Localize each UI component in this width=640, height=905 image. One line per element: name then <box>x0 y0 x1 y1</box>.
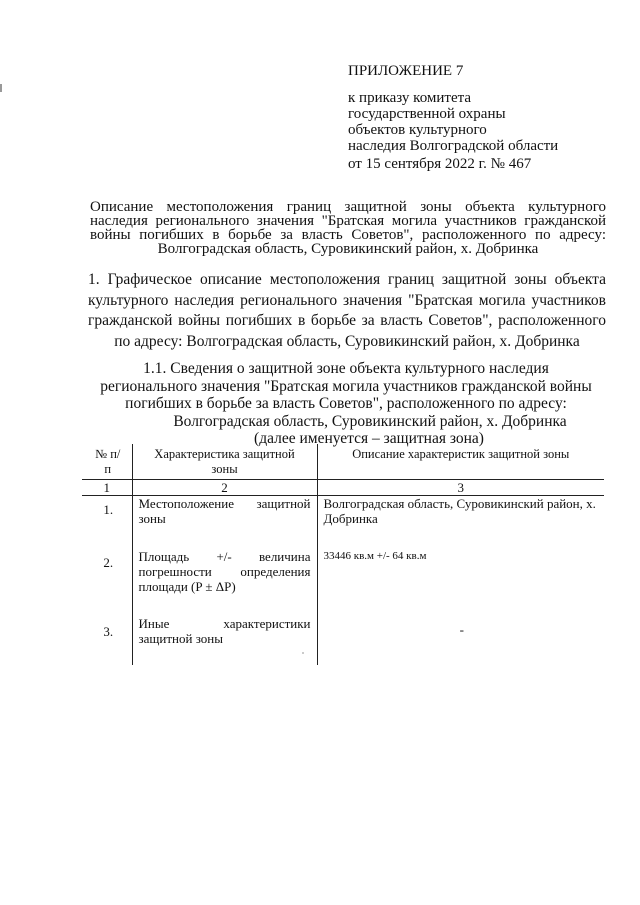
scan-speck <box>302 652 304 654</box>
column-number: 1 <box>82 480 132 496</box>
zone-description-heading: Описание местоположения границ защитной зоны объекта культурного наследия регионального значения "Братская могила участников гражданской войны погибших в борьбе за власть Советов", расположенного по адресу: Волгоградская область, Суровикинский район, х. Добринка <box>90 199 606 257</box>
row-description: Волгоградская область, Суровикинский район, х. Добринка <box>323 496 596 526</box>
order-line: государственной охраны <box>348 106 506 122</box>
table-row <box>82 616 604 665</box>
row-characteristic: Местоположение защитной зоны <box>132 496 317 550</box>
subsection-line: регионального значения "Братская могила участников гражданской войны <box>100 377 592 395</box>
column-number-row <box>82 480 604 496</box>
row-description: - <box>459 622 464 637</box>
order-line: к приказу комитета <box>348 90 472 106</box>
order-line: объектов культурного <box>348 122 487 138</box>
subsection-1-1-heading <box>96 360 596 448</box>
row-description: 33446 кв.м +/- 64 кв.м <box>323 550 427 562</box>
header-characteristic: Характеристика защитной зоны <box>132 444 317 480</box>
appendix-title: ПРИЛОЖЕНИЕ 7 <box>348 63 464 79</box>
header-number: № п/п <box>82 444 132 480</box>
row-number: 1. <box>103 502 114 517</box>
scan-edge-mark <box>0 84 2 92</box>
column-number: 2 <box>132 480 317 496</box>
protection-zone-table <box>82 444 604 665</box>
table-row <box>82 549 604 616</box>
order-line: наследия Волгоградской области <box>348 138 559 154</box>
subsection-line: (далее именуется – защитная зона) <box>254 430 484 447</box>
row-characteristic: Иные характеристики защитной зоны <box>132 616 317 665</box>
section-1-heading: 1. Графическое описание местоположения границ защитной зоны объекта культурного наследия регионального значения "Братская могила участников гражданской войны погибших в борьбе за власть Советов", расположенного по адресу: Волгоградская область, Суровикинский район, х. Добринка <box>88 271 606 350</box>
row-number: 2. <box>103 555 114 570</box>
subsection-line: Волгоградская область, Суровикинский район, х. Добринка <box>173 412 567 430</box>
column-number: 3 <box>317 480 604 496</box>
order-date: от 15 сентября 2022 г. № 467 <box>348 156 532 172</box>
table-row <box>82 496 604 550</box>
table-header-row <box>82 444 604 480</box>
subsection-line: 1.1. Сведения о защитной зоне объекта культурного наследия <box>143 360 549 377</box>
subsection-line: погибших в борьбе за власть Советов", расположенного по адресу: <box>125 395 567 412</box>
header-description: Описание характеристик защитной зоны <box>317 444 604 480</box>
row-characteristic: Площадь +/- величина погрешности определения площади (P ± ΔP) <box>132 549 317 616</box>
row-number: 3. <box>103 624 114 639</box>
